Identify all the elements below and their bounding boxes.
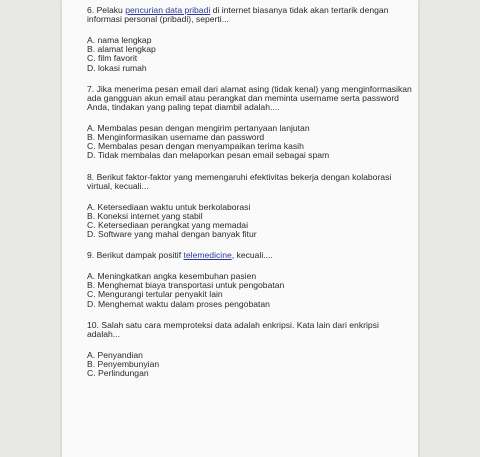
option-9b: B. Menghemat biaya transportasi untuk pengobatan: [87, 280, 285, 291]
question-9-number: 9.: [87, 250, 95, 261]
question-6-text-after: di internet biasanya tidak akan tertarik dengan informasi personal (pribadi), seperti...: [87, 5, 389, 25]
question-9-text: [87, 251, 412, 260]
option-7d: D. Tidak membalas dan melaporkan pesan email sebagai spam: [87, 150, 330, 161]
question-6-number: 6.: [87, 5, 95, 15]
question-8-text: [87, 173, 412, 191]
option-10b: B. Penyembunyian: [87, 358, 160, 369]
option-7b: B. Menginformasikan username dan password: [87, 132, 265, 143]
question-9-text-before: Berikut dampak positif: [96, 250, 182, 261]
question-7-text: [87, 85, 412, 113]
question-6-text-before: Pelaku: [96, 5, 123, 15]
option-8a: A. Ketersediaan waktu untuk berkolaborasi: [87, 201, 251, 212]
question-7-body: Jika menerima pesan email dari alamat asing (tidak kenal) yang menginformasikan ada gangguan akun email atau perangkat dan meminta username serta password Anda, tindakan yang paling tepat diambil adalah....: [87, 83, 412, 113]
question-9-options: [87, 272, 412, 309]
option-7c: C. Membalas pesan dengan menyampaikan terima kasih: [87, 141, 304, 152]
question-7-options: [87, 124, 412, 161]
question-9-text-after: , kecuali....: [231, 250, 273, 261]
option-10a: A. Penyandian: [87, 349, 143, 360]
question-8-options: [87, 203, 412, 240]
question-10-options: [87, 351, 412, 379]
document-content: [87, 6, 412, 378]
question-6-options: [87, 36, 412, 73]
question-10-number: 10.: [87, 319, 99, 330]
option-6c: C. film favorit: [87, 53, 138, 64]
question-6-text: [87, 6, 412, 24]
question-7: [87, 85, 412, 161]
question-10-text: [87, 321, 412, 339]
option-9a: A. Meningkatkan angka kesembuhan pasien: [87, 271, 257, 282]
option-6d: D. lokasi rumah: [87, 62, 147, 73]
option-9c: C. Mengurangi tertular penyakit lain: [87, 289, 223, 300]
question-7-number: 7.: [87, 83, 95, 94]
question-10-body: Salah satu cara memproteksi data adalah enkripsi. Kata lain dari enkripsi adalah...: [87, 319, 379, 340]
document-page: [62, 0, 418, 457]
question-8-body: Berikut faktor-faktor yang memengaruhi efektivitas bekerja dengan kolaborasi virtual, kecuali...: [87, 171, 392, 191]
question-9: [87, 251, 412, 309]
question-8-number: 8.: [87, 171, 95, 182]
option-9d: D. Menghemat waktu dalam proses pengobatan: [87, 298, 270, 309]
link-pencurian-data-pribadi[interactable]: pencurian data pribadi: [125, 5, 211, 15]
option-10c: C. Perlindungan: [87, 368, 149, 379]
question-10: [87, 321, 412, 379]
option-7a: A. Membalas pesan dengan mengirim pertanyaan lanjutan: [87, 122, 310, 133]
option-8d: D. Software yang mahal dengan banyak fitur: [87, 229, 257, 240]
option-8b: B. Koneksi internet yang stabil: [87, 210, 203, 221]
link-telemedicine[interactable]: telemedicine: [183, 250, 232, 261]
option-8c: C. Ketersediaan perangkat yang memadai: [87, 219, 248, 230]
question-6: [87, 6, 412, 73]
option-6a: A. nama lengkap: [87, 34, 152, 45]
question-8: [87, 173, 412, 240]
option-6b: B. alamat lengkap: [87, 44, 156, 55]
